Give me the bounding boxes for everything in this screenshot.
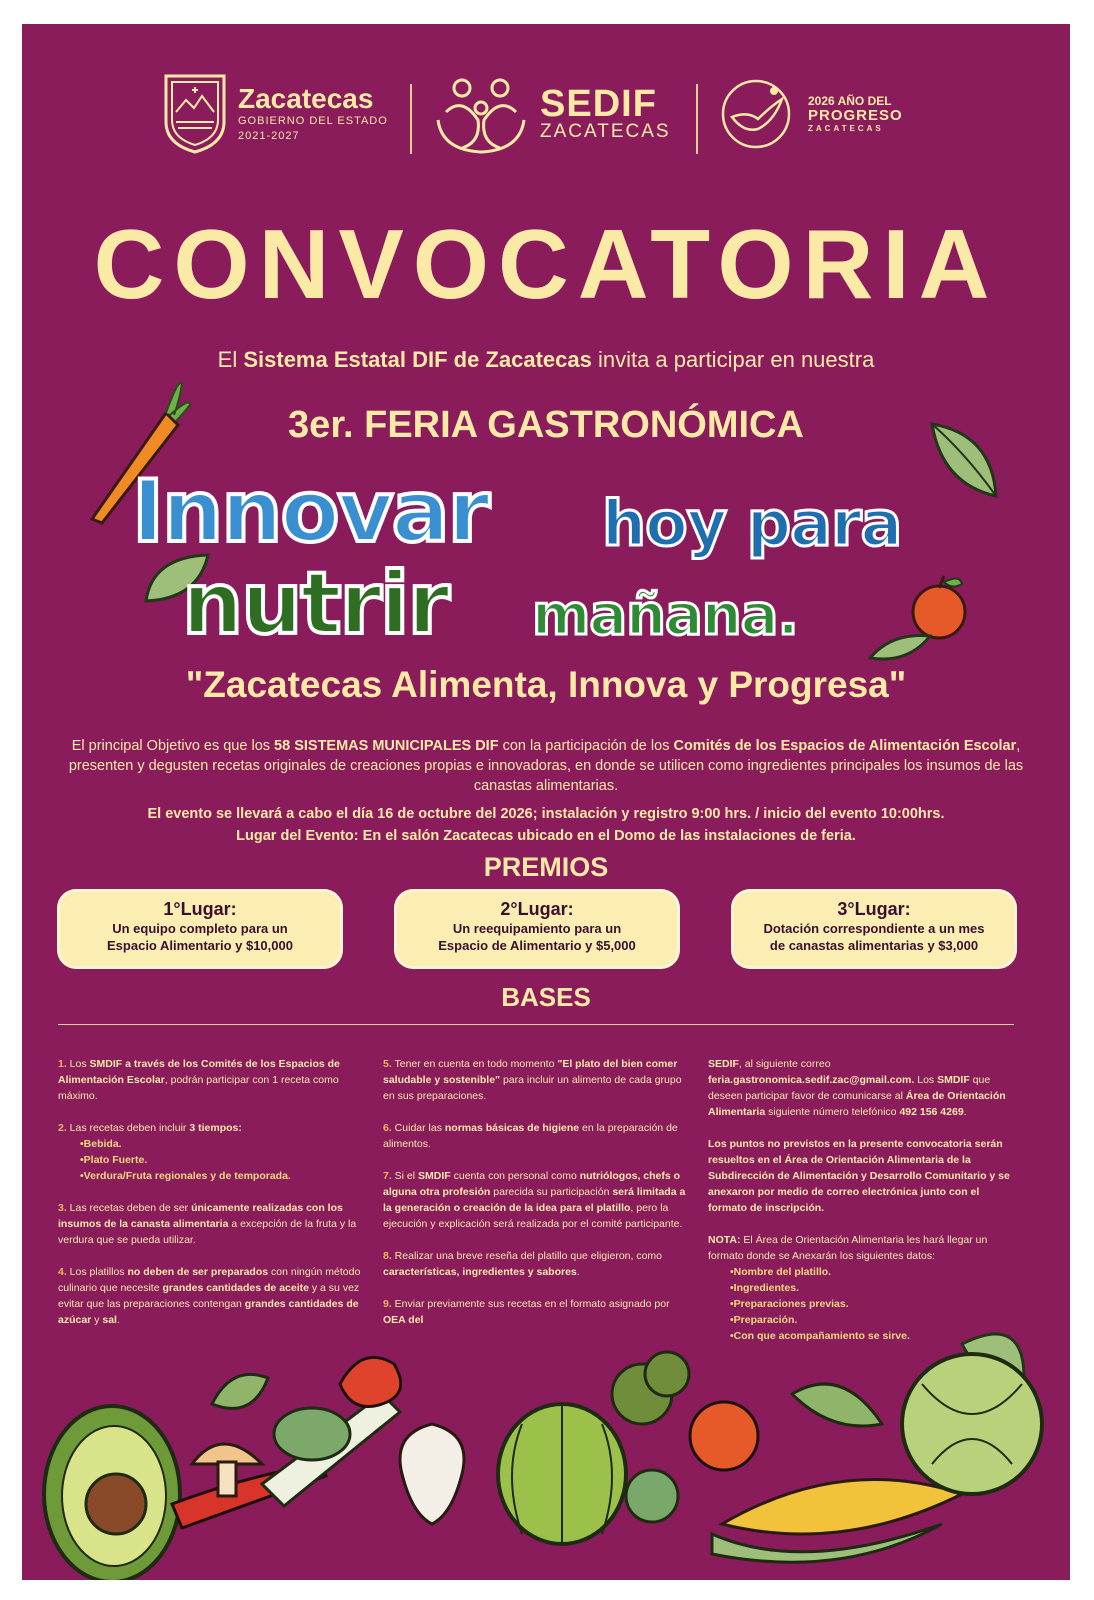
pepper-icon (340, 1357, 401, 1406)
header-divider (696, 84, 698, 154)
slogan-nutrir: nutrir (182, 554, 448, 654)
motto-quote: "Zacatecas Alimenta, Innova y Progresa" (185, 664, 907, 705)
progreso-word: PROGRESO (808, 106, 903, 124)
progreso-logo (718, 64, 903, 164)
bases-column-1 (58, 1056, 364, 1344)
invite-line: El Sistema Estatal DIF de Zacatecas invita a participar en nuestra (217, 347, 875, 372)
prize-second (397, 892, 677, 966)
zacatecas-logo (162, 64, 388, 164)
event-date-line: El evento se llevará a cabo el día 16 de octubre del 2026; instalación y registro 9:00 hrs. / inicio del evento 10:00hrs. (147, 806, 945, 822)
event-venue-line: Lugar del Evento: En el salón Zacatecas ubicado en el Domo de las instalaciones de feria. (236, 828, 856, 844)
prize-desc: Espacio de Alimentario y $5,000 (438, 938, 636, 953)
base-item-1: 1. Los SMDIF a través de los Comités de los Espacios de Alimentación Escolar, podrán participar con 1 receta como máximo. (58, 1058, 340, 1102)
header-divider (410, 84, 412, 154)
tomato-icon (690, 1402, 758, 1470)
leaf-icon (274, 1408, 350, 1460)
nota: NOTA: El Área de Orientación Alimentaria les hará llegar un formato donde se Anexarán los siguientes datos: •Nombre del platillo. •Ingredientes. •Preparaciones previas. •Preparación. •Con que acompañamiento se sirve. (708, 1234, 988, 1342)
progreso-state: ZACATECAS (808, 123, 884, 133)
contact-email[interactable]: feria.gastronomica.sedif.zac@gmail.com. (708, 1074, 915, 1086)
invite-org: Sistema Estatal DIF de Zacatecas (243, 347, 592, 372)
prize-first (60, 892, 340, 966)
premios-heading: PREMIOS (483, 852, 609, 882)
zacatecas-subtitle: GOBIERNO DEL ESTADO (238, 115, 388, 127)
dove-icon (718, 77, 798, 151)
prize-desc: Espacio Alimentario y $10,000 (107, 938, 293, 953)
prize-third (734, 892, 1014, 966)
objective-paragraph: El principal Objetivo es que los 58 SISTEMAS MUNICIPALES DIF con la participación de los Comités de los Espacios de Alimentación Escolar, presenten y degusten recetas originales de creaciones propias e innovadoras, en donde se utilicen como ingredientes principales los insumos de las canastas alimentarias. (68, 738, 1024, 794)
zacatecas-name: Zacatecas (238, 83, 374, 114)
slogan-hoy-para: hoy para (602, 487, 902, 560)
sedif-logo (432, 64, 671, 164)
corn-icon (712, 1479, 962, 1562)
base-item-7: 7. Si el SMDIF cuenta con personal como nutriólogos, chefs o alguna otra profesión parecida su participación será limitada a la generación o creación de la idea para el platillo, pero la ejecución y explicación será realizada por el comité participante. (383, 1170, 686, 1230)
prize-desc: Un equipo completo para un (112, 921, 288, 936)
base-item-4: 4. Los platillos no deben de ser preparados con ningún método culinario que necesite grandes cantidades de aceite y a su vez evitar que las preparaciones contengan grandes cantidades de azúcar y sal. (58, 1266, 361, 1326)
base-item-8: 8. Realizar una breve reseña del platillo que eligieron, como características, ingredientes y sabores. (383, 1250, 663, 1278)
sedif-subtitle: ZACATECAS (540, 121, 671, 142)
prize-desc: de canastas alimentarias y $3,000 (769, 938, 979, 953)
page-title: CONVOCATORIA (93, 209, 999, 319)
progreso-year: 2026 AÑO DEL (808, 93, 892, 108)
divider (58, 1024, 1014, 1025)
slogan-innovar: Innovar (132, 462, 489, 562)
prize-desc: Un reequipamiento para un (452, 921, 622, 936)
prize-place: 1°Lugar: (163, 899, 237, 919)
garlic-icon (400, 1424, 464, 1524)
slogan (112, 462, 972, 652)
unforeseen-note: Los puntos no previstos en la presente convocatoria serán resueltos en el Área de Orientación Alimentaria de la Subdirección de Alimentación y Desarrollo Comunitario y se anexaron por medio de correo electrónica junto con el formato de inscripción. (708, 1138, 1010, 1214)
lime-icon (626, 1470, 678, 1522)
sedif-family-icon (432, 72, 530, 156)
base-item-6: 6. Cuidar las normas básicas de higiene en la preparación de alimentos. (383, 1122, 678, 1150)
zacatecas-shield-icon (162, 72, 228, 156)
prize-desc: Dotación correspondiente a un mes (763, 921, 985, 936)
base-item-2: 2. Las recetas deben incluir 3 tiempos: •Bebida. •Plato Fuerte. •Verdura/Fruta regionales y de temporada. (58, 1122, 291, 1182)
base-item-5: 5. Tener en cuenta en todo momento "El plato del bien comer saludable y sostenible" para incluir un alimento de cada grupo en sus preparaciones. (383, 1058, 682, 1102)
feria-title: 3er. FERIA GASTRONÓMICA (288, 404, 804, 446)
poster (22, 24, 1070, 1580)
bases-column-3 (708, 1056, 1014, 1360)
zacatecas-years: 2021-2027 (238, 130, 300, 142)
base-item-9: 9. Enviar previamente sus recetas en el formato asignado por OEA del (383, 1298, 670, 1326)
header-logos (22, 64, 1070, 164)
base-item-3: 3. Las recetas deben de ser únicamente realizadas con los insumos de la canasta alimentaria a excepción de la fruta y la verdura que se pueda utilizar. (58, 1202, 357, 1246)
broccoli-icon (612, 1352, 689, 1424)
vegetables-illustration (22, 1324, 1070, 1580)
prize-place: 3°Lugar: (837, 899, 911, 919)
cabbage-icon (902, 1354, 1042, 1494)
bases-heading: BASES (501, 982, 591, 1012)
prize-place: 2°Lugar: (500, 899, 574, 919)
slogan-manana: mañana. (532, 583, 798, 648)
leaf-icon (792, 1384, 882, 1426)
avocado-icon (44, 1406, 180, 1580)
base-item-9-cont: SEDIF, al siguiente correo feria.gastronomica.sedif.zac@gmail.com. Los SMDIF que deseen participar favor de comunicarse al Área de Orientación Alimentaria siguiente número telefónico 492 156 4269. (708, 1058, 1006, 1118)
bases-column-2 (383, 1056, 689, 1344)
sedif-name: SEDIF (540, 83, 657, 125)
contact-phone: 492 156 4269 (899, 1106, 964, 1118)
leaf-icon (212, 1374, 268, 1408)
